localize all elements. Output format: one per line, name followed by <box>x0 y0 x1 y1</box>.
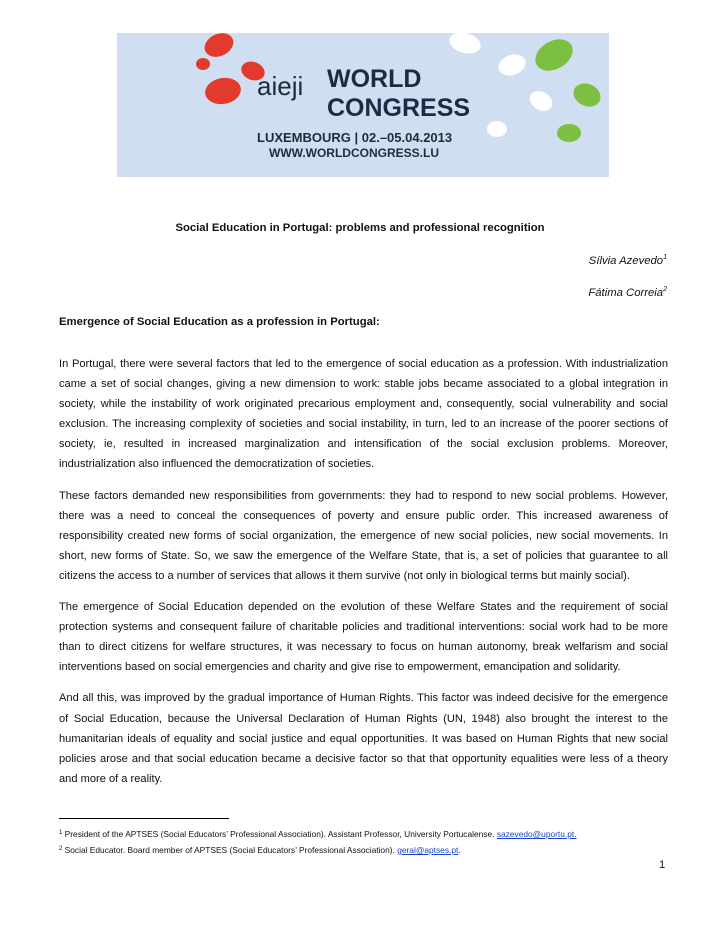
footnote-2-email-link[interactable]: geral@aptses.pt <box>397 845 459 855</box>
logo-line-world: WORLD <box>327 65 422 93</box>
congress-logo <box>117 33 609 177</box>
body-text <box>59 354 668 800</box>
logo-line-url: WWW.WORLDCONGRESS.LU <box>269 146 439 160</box>
footnote-2 <box>59 842 689 858</box>
red-dot-4 <box>196 58 210 70</box>
congress-banner <box>117 33 609 177</box>
paragraph-1: In Portugal, there were several factors that led to the emergence of social education as a profession. With industrialization came a set of social changes, giving a new dimension to work: stable jobs became associated to a global integration in society, while the instability of work originated precarious employment and, consequently, social vulnerability and social exclusion. The increasing complexity of societies and social instability, in turn, led to an increase of the poorer sections of society, ie, resulted in increased marginalization and intensification of the social exclusion problems. Moreover, industrialization also influenced the democratization of societies. <box>59 358 668 471</box>
author-1-footnote-ref: 1 <box>663 254 667 261</box>
author-2 <box>588 286 667 299</box>
paragraph-4: And all this, was improved by the gradual importance of Human Rights. This factor was indeed decisive for the emergence of Social Education, because the Universal Declaration of Human Rights (UN, 1948) also brought the interest to the humanitarian ideals of equality and social justice and equal opportunities. It was based on Human Rights that new social policies arose and that social education became a decisive factor so that that opportunity equalities were less of a theory and more of a reality. <box>59 692 668 785</box>
white-dot-4 <box>487 121 507 137</box>
author-1 <box>589 254 667 267</box>
author-2-footnote-ref: 2 <box>663 286 667 293</box>
footnote-2-number: 2 <box>59 846 63 852</box>
paragraph-2: These factors demanded new responsibilities from governments: they had to respond to new social problems. However, there was a need to conceal the consequences of poverty and ensure public order. This increased awareness of responsibility created new forms of social organization, the emergence of new social policies, new social movements. In short, new forms of State. So, we saw the emergence of the Welfare State, that is, a set of policies that guarantee to all citizens the access to a number of services that allows it them survive (not only in biological terms but mainly social). <box>59 489 668 582</box>
footnote-divider <box>59 818 229 819</box>
footnote-1-text: President of the APTSES (Social Educators’ Professional Association). Assistant Professor, University Portucalense. <box>64 829 497 839</box>
author-2-name: Fátima Correia <box>588 286 664 299</box>
footnote-1 <box>59 826 689 842</box>
section-heading: Emergence of Social Education as a profession in Portugal: <box>59 316 380 328</box>
logo-line-congress: CONGRESS <box>327 94 471 122</box>
document-title: Social Education in Portugal: problems and professional recognition <box>175 222 545 234</box>
footnote-2-after: . <box>458 845 461 855</box>
paragraph-3: The emergence of Social Education depended on the evolution of these Welfare States and the requirement of social protection systems and consequent failure of charitable policies and traditional interventions: social work had to be more than to direct citizens for welfare structures, it was necessary to focus on human autonomy, break welfarism and social interventions based on social emergencies and charity and give rise to empowerment, emancipation and solidarity. <box>59 601 668 674</box>
logo-line-location: LUXEMBOURG | 02.–05.04.2013 <box>257 130 453 145</box>
page-number: 1 <box>659 859 666 871</box>
green-dot-3 <box>557 124 581 142</box>
footnote-1-number: 1 <box>59 830 63 836</box>
author-1-name: Sílvia Azevedo <box>588 254 664 267</box>
footnote-1-email-link[interactable]: sazevedo@uportu.pt. <box>496 829 577 839</box>
footnote-2-text: Social Educator. Board member of APTSES (Social Educators’ Professional Association). <box>64 845 398 855</box>
footnotes <box>59 826 689 858</box>
logo-text: aieji <box>257 71 304 101</box>
